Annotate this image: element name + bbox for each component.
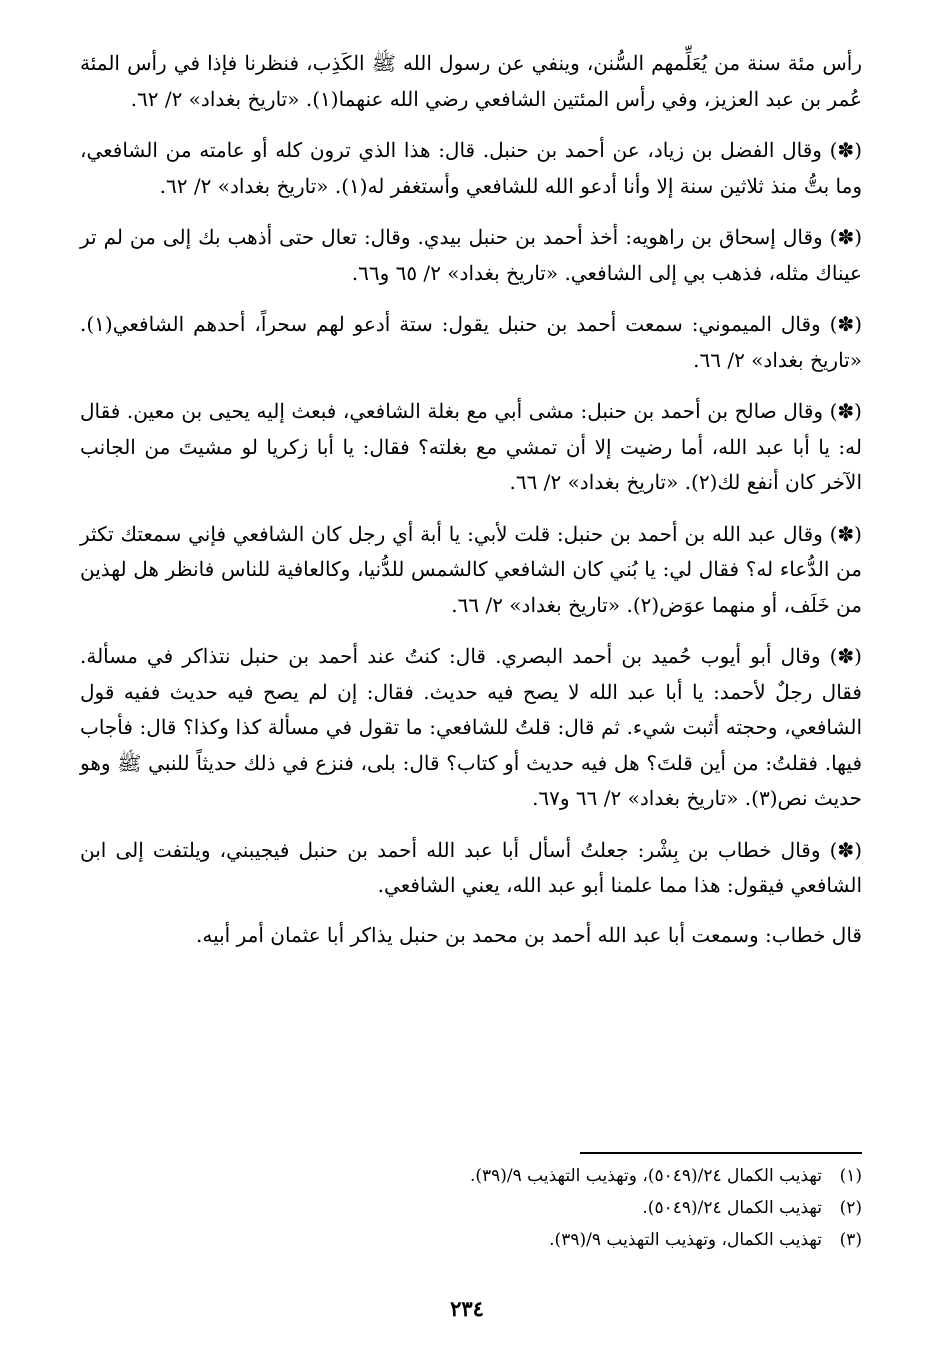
footnotes [262,1160,862,1256]
paragraph-5: (✽) وقال صالح بن أحمد بن حنبل: مشى أبي مع بغلة الشافعي، فبعث إليه يحيى بن معين. فقال له: يا أبا عبد الله، أما رضيت إلا أن تمشي مع بغلته؟ فقال: يا أبا زكريا لو مشيتَ من الجانب الآخر كان أنفع لك(٢). «تاريخ بغداد» ٢/ ٦٦. [80,399,862,494]
footnote-text: تهذيب الكمال ٢٤/(٥٠٤٩). [642,1198,822,1218]
footnote-text: تهذيب الكمال، وتهذيب التهذيب ٩/(٣٩). [549,1230,822,1250]
footnote-3 [262,1224,862,1256]
footnote-number: (٣) [839,1230,862,1250]
page-number: ٢٣٤ [450,1296,484,1321]
footnote-number: (١) [839,1166,862,1186]
paragraph-3: (✽) وقال إسحاق بن راهويه: أخذ أحمد بن حنبل بيدي. وقال: تعال حتى أذهب بك إلى من لم تر عيناك مثله، فذهب بي إلى الشافعي. «تاريخ بغداد» ٢/ ٦٥ و٦٦. [80,225,862,285]
footnote-2 [262,1192,862,1224]
footnotes-divider [580,1152,862,1154]
page-body [80,46,862,969]
paragraph-9: قال خطاب: وسمعت أبا عبد الله أحمد بن محمد بن حنبل يذاكر أبا عثمان أمر أبيه. [196,922,862,947]
footnote-number: (٢) [839,1198,862,1218]
paragraph-6: (✽) وقال عبد الله بن أحمد بن حنبل: قلت لأبي: يا أبة أي رجل كان الشافعي فإني سمعتك تكثر من الدُّعاء له؟ فقال لي: يا بُني كان الشافعي كالشمس للدُّنيا، وكالعافية للناس فانظر هل لهذين من خَلَف، أو منهما عوَض(٢). «تاريخ بغداد» ٢/ ٦٦. [80,521,862,617]
paragraph-8: (✽) وقال خطاب بن بِشْر: جعلتُ أسأل أبا عبد الله أحمد بن حنبل فيجيبني، ويلتفت إلى ابن الشافعي فيقول: هذا مما علمنا أبو عبد الله، يعني الشافعي. [80,837,862,897]
paragraph-4: (✽) وقال الميموني: سمعت أحمد بن حنبل يقول: ستة أدعو لهم سحراً، أحدهم الشافعي(١). «تاريخ بغداد» ٢/ ٦٦. [80,312,862,372]
paragraph-1: رأس مئة سنة من يُعَلِّمهم السُّنن، وينفي عن رسول الله ﷺ الكَذِب، فنظرنا فإذا في رأس المئة عُمر بن عبد العزيز، وفي رأس المئتين الشافعي رضي الله عنهما(١). «تاريخ بغداد» ٢/ ٦٢. [80,51,862,111]
footnote-text: تهذيب الكمال ٢٤/(٥٠٤٩)، وتهذيب التهذيب ٩/(٣٩). [469,1166,822,1186]
paragraph-2: (✽) وقال الفضل بن زياد، عن أحمد بن حنبل. قال: هذا الذي ترون كله أو عامته من الشافعي، وما بتُّ منذ ثلاثين سنة إلا وأنا أدعو الله للشافعي وأستغفر له(١). «تاريخ بغداد» ٢/ ٦٢. [80,138,862,198]
footnote-1 [262,1160,862,1192]
paragraph-7: (✽) وقال أبو أيوب حُميد بن أحمد البصري. قال: كنتُ عند أحمد بن حنبل نتذاكر في مسألة. فقال رجلٌ لأحمد: يا أبا عبد الله لا يصح فيه حديث. فقال: إن لم يصح فيه حديث ففيه قول الشافعي، وحجته أثبت شيء. ثم قال: قلتُ للشافعي: ما تقول في مسألة كذا وكذا؟ قال: فأجاب فيها. فقلتُ: من أين قلتَ؟ هل فيه حديث أو كتاب؟ قال: بلى، فنزع في ذلك حديثاً للنبي ﷺ وهو حديث نص(٣). «تاريخ بغداد» ٢/ ٦٦ و٦٧. [80,644,862,810]
